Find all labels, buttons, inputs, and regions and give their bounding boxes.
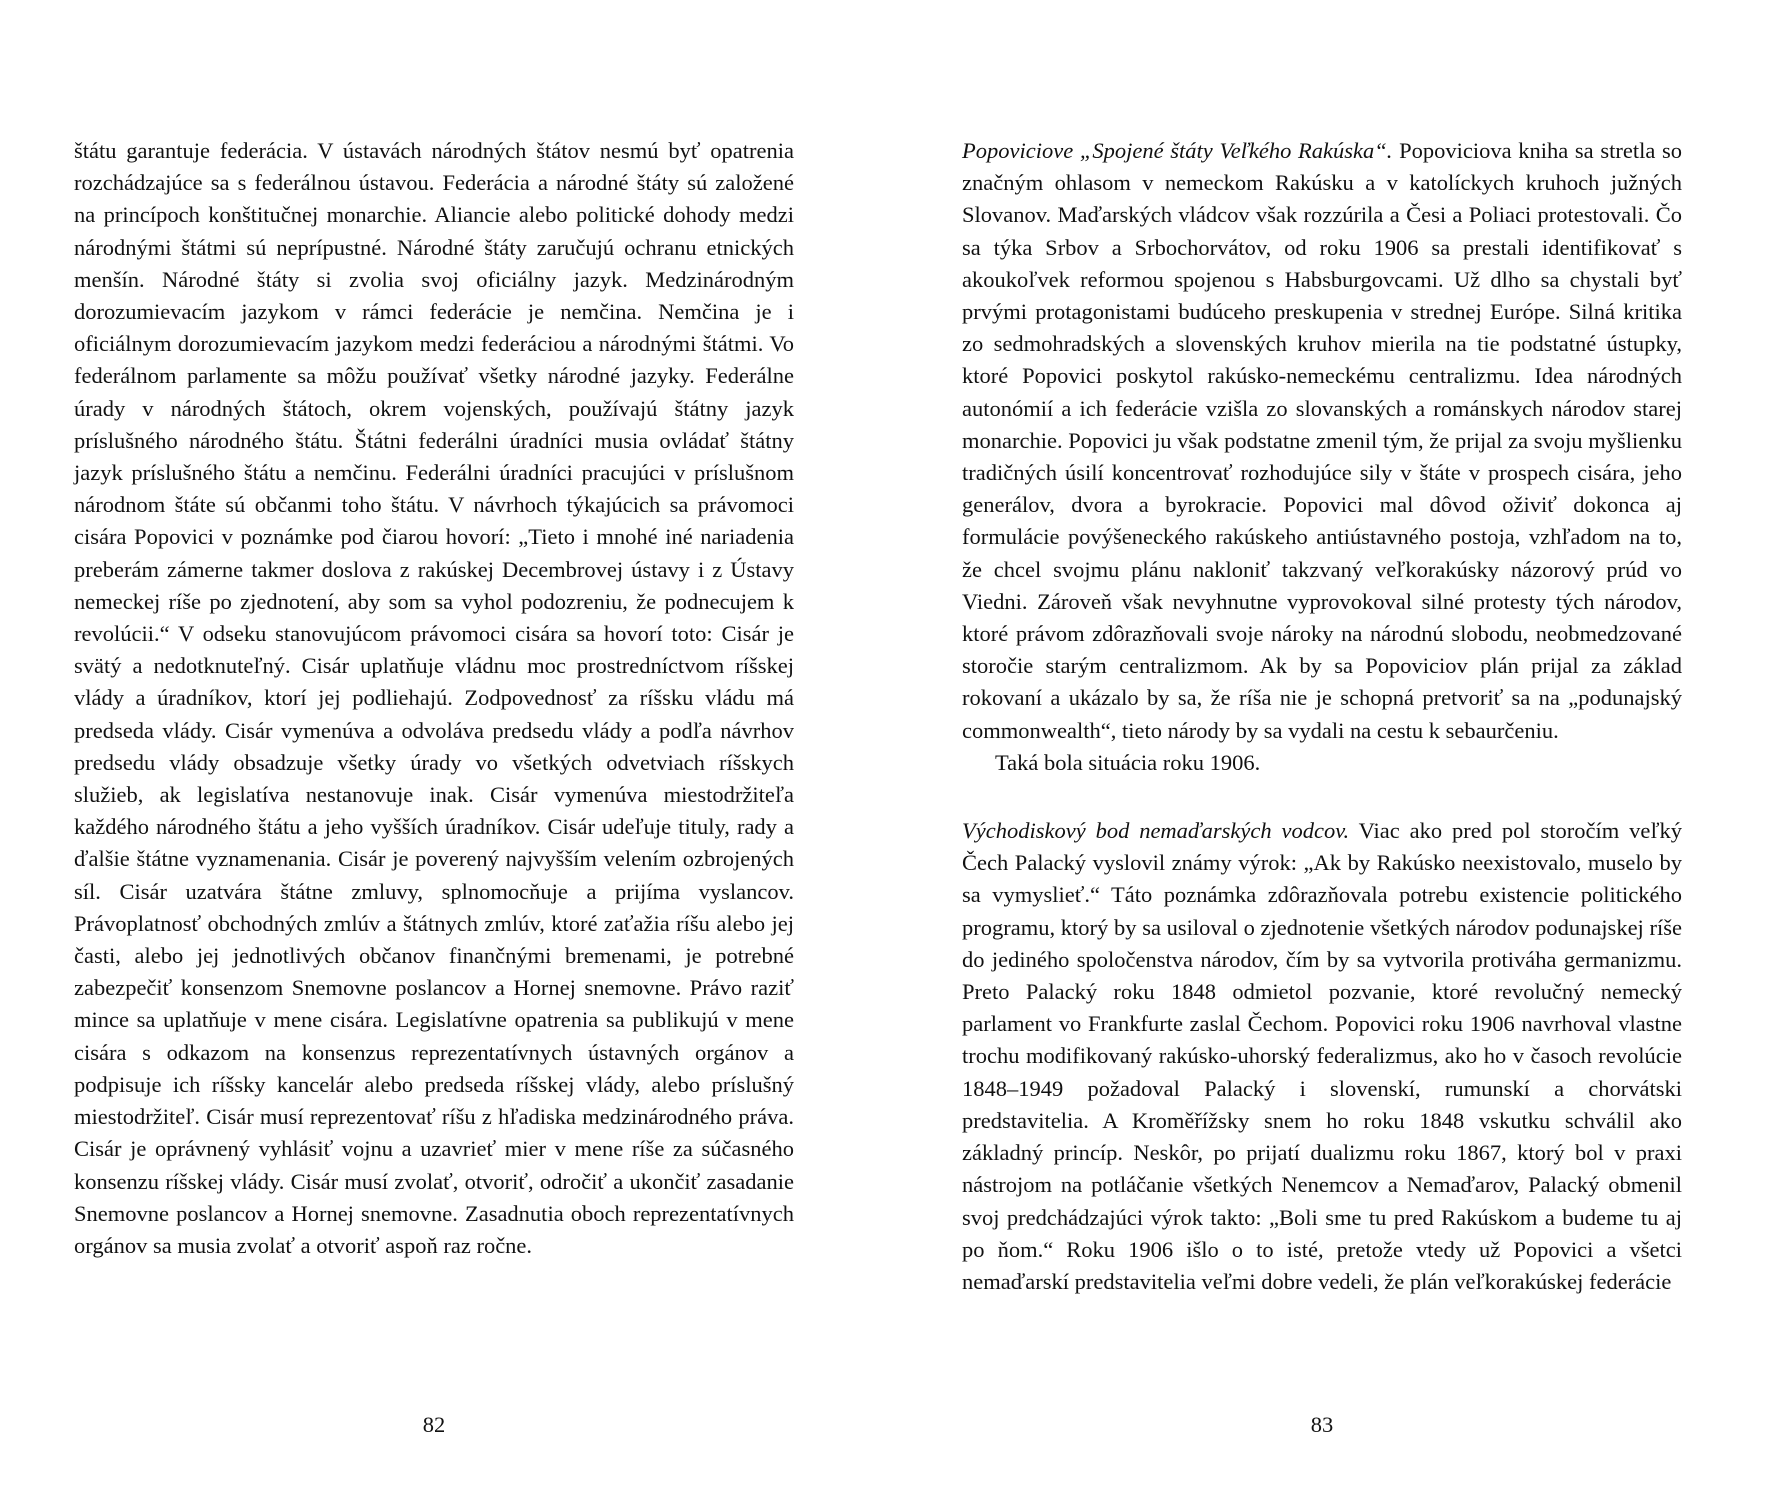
left-paragraph: štátu garantuje federácia. V ústavách národných štátov nesmú byť opatrenia rozchádzajúce sa s federálnou ústavou. Federácia a národné štáty sú založené na princípoch konštitučnej monarchie. Aliancie alebo politické dohody medzi národnými štátmi sú neprípustné. Národné štáty zaručujú ochranu etnických menšín. Národné štáty si zvolia svoj oficiálny jazyk. Medzinárodným dorozumievacím jazykom v rámci federácie je nemčina. Nemčina je i oficiálnym dorozumievacím jazykom medzi federáciou a národnými štátmi. Vo federálnom parlamente sa môžu používať všetky národné jazyky. Federálne úrady v národných štátoch, okrem vojenských, používajú štátny jazyk príslušného národného štátu. Štátni federálni úradníci musia ovládať štátny jazyk príslušného štátu a nemčinu. Federálni úradníci pracujúci v príslušnom národnom štáte sú občanmi toho štátu. V návrhoch týkajúcich sa právomoci cisára Popovici v poznámke pod čiarou hovorí: „Tieto i mnohé iné nariadenia preberám zámerne takmer doslova z rakúskej Decembrovej ústavy i z Ústavy nemeckej ríše po zjednotení, aby som sa vyhol podozreniu, že podnecujem k revolúcii.“ V odseku stanovujúcom právomoci cisára sa hovorí toto: Cisár je svätý a nedotknuteľný. Cisár uplatňuje vládnu moc prostredníctvom ríšskej vlády a úradníkov, ktorí jej podliehajú. Zodpovednosť za ríšsku vládu má predseda vlády. Cisár vymenúva a odvoláva predsedu vlády a podľa návrhov predsedu vlády obsadzuje všetky úrady vo všetkých odvetviach ríšskych služieb, ak legislatíva nestanovuje inak. Cisár vymenúva miestodržiteľa každého národného štátu a jeho vyšších úradníkov. Cisár udeľuje tituly, rady a ďalšie štátne vyznamenania. Cisár je poverený najvyšším velením ozbrojených síl. Cisár uzatvára štátne zmluvy, splnomocňuje a prijíma vyslancov. Právoplatnosť obchodných zmlúv a štátnych zmlúv, ktoré zaťažia ríšu alebo jej časti, alebo jej jednotlivých občanov finančnými bremenami, je potrebné zabezpečiť konsenzom Snemovne poslancov a Hornej snemovne. Právo raziť mince sa uplatňuje v mene cisára. Legislatívne opatrenia sa publikujú v mene cisára s odkazom na konsenzus reprezentatívnych ústavných orgánov a podpisuje ich ríšsky kancelár alebo predseda ríšskej vlády, alebo príslušný miestodržiteľ. Cisár musí reprezentovať ríšu z hľadiska medzinárodného práva. Cisár je oprávnený vyhlásiť vojnu a uzavrieť mier v mene ríše za súčasného konsenzu ríšskej vlády. Cisár musí zvolať, otvoriť, odročiť a ukončiť zasadanie Snemovne poslancov a Hornej snemovne. Zasadnutia oboch reprezentatívnych orgánov sa musia zvolať a otvoriť aspoň raz ročne. — [74, 138, 794, 1258]
section-heading-1: Popoviciove „Spojené štáty Veľkého Rakúska“. — [962, 138, 1393, 163]
right-paragraph-1 — [962, 135, 1682, 747]
left-page-number: 82 — [422, 1412, 446, 1437]
right-page — [962, 0, 1682, 1500]
right-page-number: 83 — [1310, 1412, 1334, 1437]
left-page — [74, 0, 794, 1500]
right-page-text — [962, 135, 1682, 1298]
right-paragraph-3-text: Viac ako pred pol storočím veľký Čech Palacký vyslovil známy výrok: „Ak by Rakúsko neexistovalo, muselo by sa vymyslieť.“ Táto poznámka zdôrazňovala potrebu existencie politického programu, ktorý by sa usiloval o zjednotenie všetkých národov podunajskej ríše do jediného spoločenstva národov, čím by sa vytvorila protiváha germanizmu. Preto Palacký roku 1848 odmietol pozvanie, ktoré revolučný nemecký parlament vo Frankfurte zaslal Čechom. Popovici roku 1906 navrhoval vlastne trochu modifikovaný rakúsko-uhorský federalizmus, ako ho v časoch revolúcie 1848–1949 požadoval Palacký i slovenskí, rumunskí a chorvátski predstavitelia. A Kroměřížsky snem ho roku 1848 vskutku schválil ako základný princíp. Neskôr, po prijatí dualizmu roku 1867, ktorý bol v praxi nástrojom na potláčanie všetkých Nenemcov a Nemaďarov, Palacký obmenil svoj predchádzajúci výrok takto: „Boli sme tu pred Rakúskom a budeme tu aj po ňom.“ Roku 1906 išlo o to isté, pretože vtedy už Popovici a všetci nemaďarskí predstavitelia veľmi dobre vedeli, že plán veľkorakúskej federácie — [962, 818, 1682, 1294]
right-paragraph-2: Taká bola situácia roku 1906. — [995, 749, 1261, 775]
left-page-text — [74, 135, 794, 1262]
right-paragraph-1-text: Popoviciova kniha sa stretla so značným ohlasom v nemeckom Rakúsku a v katolíckych kruhoch južných Slovanov. Maďarských vládcov však rozzúrila a Česi a Poliaci protestovali. Čo sa týka Srbov a Srbochorvátov, od roku 1906 sa prestali identifikovať s akoukoľvek reformou spojenou s Habsburgovcami. Už dlho sa chystali byť prvými protagonistami budúceho preskupenia v strednej Európe. Silná kritika zo sedmohradských a slovenských kruhov mierila na tie podstatné ústupky, ktoré Popovici poskytol rakúsko-nemeckému centralizmu. Idea národných autonómií a ich federácie vzišla zo slovanských a románskych národov starej monarchie. Popovici ju však podstatne zmenil tým, že prijal za svoju myšlienku tradičných úsilí koncentrovať rozhodujúce sily v štáte v prospech cisára, jeho generálov, dvora a byrokracie. Popovici mal dôvod oživiť dokonca aj formulácie povýšeneckého rakúskeho antiústavného postoja, vzhľadom na to, že chcel svojmu plánu nakloniť takzvaný veľkorakúsky názorový prúd vo Viedni. Zároveň však nevyhnutne vyprovokoval silné protesty tých národov, ktoré právom zdôrazňovali svoje nároky na národnú slobodu, neobmedzované storočie starým centralizmom. Ak by sa Popoviciov plán prijal za základ rokovaní a ukázalo by sa, že ríša nie je schopná pretvoriť sa na „podunajský commonwealth“, tieto národy by sa vydali na cestu k sebaurčeniu. — [962, 138, 1683, 743]
right-paragraph-3 — [962, 815, 1682, 1298]
section-heading-2: Východiskový bod nemaďarských vodcov. — [962, 818, 1350, 844]
